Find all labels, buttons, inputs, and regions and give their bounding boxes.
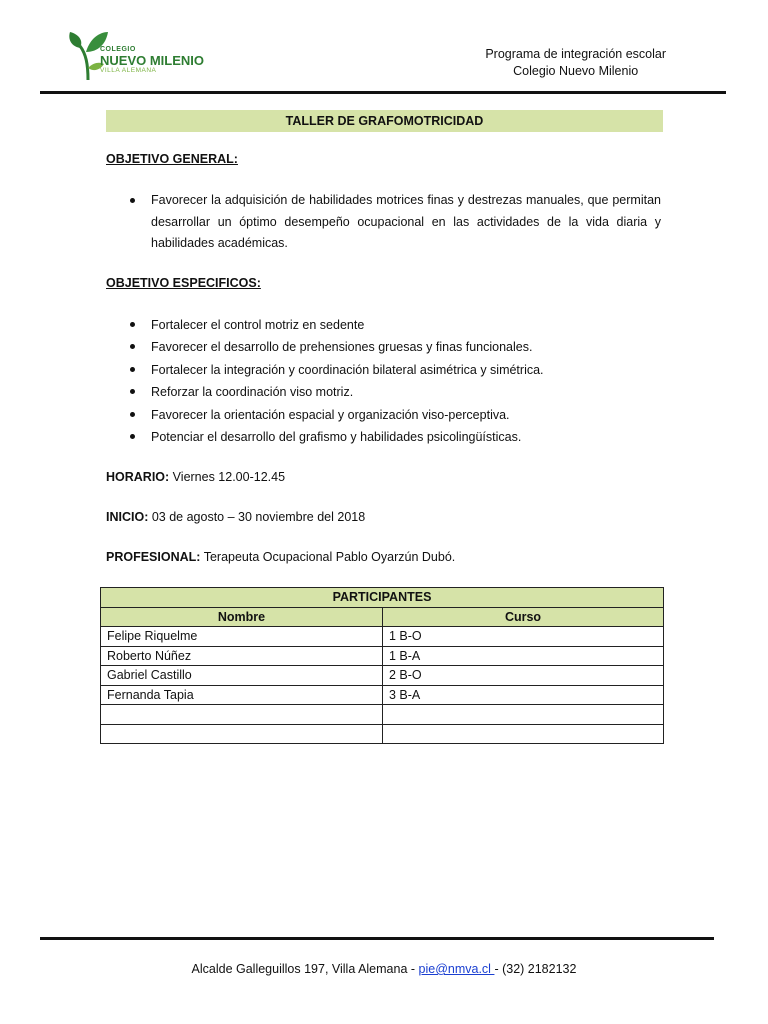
general-objective-heading: OBJETIVO GENERAL: <box>106 152 238 166</box>
table-row <box>101 724 664 744</box>
cell-course <box>383 705 664 725</box>
start-label: INICIO: <box>106 510 149 524</box>
list-item: Favorecer la orientación espacial y organización viso-perceptiva. <box>106 404 666 426</box>
specific-objectives-heading: OBJETIVO ESPECIFICOS: <box>106 276 261 290</box>
table-row <box>101 666 664 686</box>
list-item: Favorecer el desarrollo de prehensiones gruesas y finas funcionales. <box>106 336 666 358</box>
professional-label: PROFESIONAL: <box>106 550 201 564</box>
logo-label-city: VILLA ALEMANA <box>100 67 157 74</box>
list-item: Favorecer la adquisición de habilidades motrices finas y destrezas manuales, que permitan desarrollar un óptimo desempeño ocupacional en las actividades de la vida diaria y habilidades académicas. <box>106 190 661 255</box>
header-line-1: Programa de integración escolar <box>485 47 666 61</box>
table-row <box>101 646 664 666</box>
cell-course: 2 B-O <box>383 666 664 686</box>
footer <box>0 962 768 976</box>
logo-label-colegio: COLEGIO <box>100 46 136 53</box>
start-value: 03 de agosto – 30 noviembre del 2018 <box>148 510 366 524</box>
column-header-course: Curso <box>383 607 664 627</box>
school-logo <box>68 28 218 82</box>
cell-course: 1 B-O <box>383 627 664 647</box>
cell-name <box>101 724 383 744</box>
column-header-name: Nombre <box>101 607 383 627</box>
cell-course <box>383 724 664 744</box>
footer-divider <box>40 937 714 940</box>
participants-title: PARTICIPANTES <box>101 588 664 608</box>
list-item: Reforzar la coordinación viso motriz. <box>106 381 666 403</box>
table-row <box>101 705 664 725</box>
list-item: Fortalecer el control motriz en sedente <box>106 314 666 336</box>
list-item: Potenciar el desarrollo del grafismo y habilidades psicolingüísticas. <box>106 426 666 448</box>
schedule-label: HORARIO: <box>106 470 170 484</box>
footer-email-link[interactable]: pie@nmva.cl <box>418 962 495 976</box>
cell-name: Gabriel Castillo <box>101 666 383 686</box>
cell-course: 3 B-A <box>383 685 664 705</box>
specific-objectives-list <box>106 314 666 448</box>
list-item: Fortalecer la integración y coordinación bilateral asimétrica y simétrica. <box>106 359 666 381</box>
professional-value: Terapeuta Ocupacional Pablo Oyarzún Dubó. <box>200 550 456 564</box>
header-divider <box>40 91 726 94</box>
start-line <box>106 510 365 524</box>
table-row <box>101 685 664 705</box>
footer-phone: - (32) 2182132 <box>494 962 577 976</box>
professional-line <box>106 550 455 564</box>
cell-name: Fernanda Tapia <box>101 685 383 705</box>
footer-address: Alcalde Galleguillos 197, Villa Alemana - <box>191 962 419 976</box>
logo-label-name: NUEVO MILENIO <box>100 53 205 68</box>
cell-course: 1 B-A <box>383 646 664 666</box>
schedule-value: Viernes 12.00-12.45 <box>169 470 286 484</box>
header-program <box>485 46 666 80</box>
header-line-2: Colegio Nuevo Milenio <box>513 64 639 78</box>
participants-table <box>100 587 664 744</box>
document-title: TALLER DE GRAFOMOTRICIDAD <box>106 110 663 132</box>
table-row <box>101 627 664 647</box>
schedule-line <box>106 470 285 484</box>
cell-name <box>101 705 383 725</box>
general-objective-list <box>106 190 661 255</box>
cell-name: Roberto Núñez <box>101 646 383 666</box>
cell-name: Felipe Riquelme <box>101 627 383 647</box>
